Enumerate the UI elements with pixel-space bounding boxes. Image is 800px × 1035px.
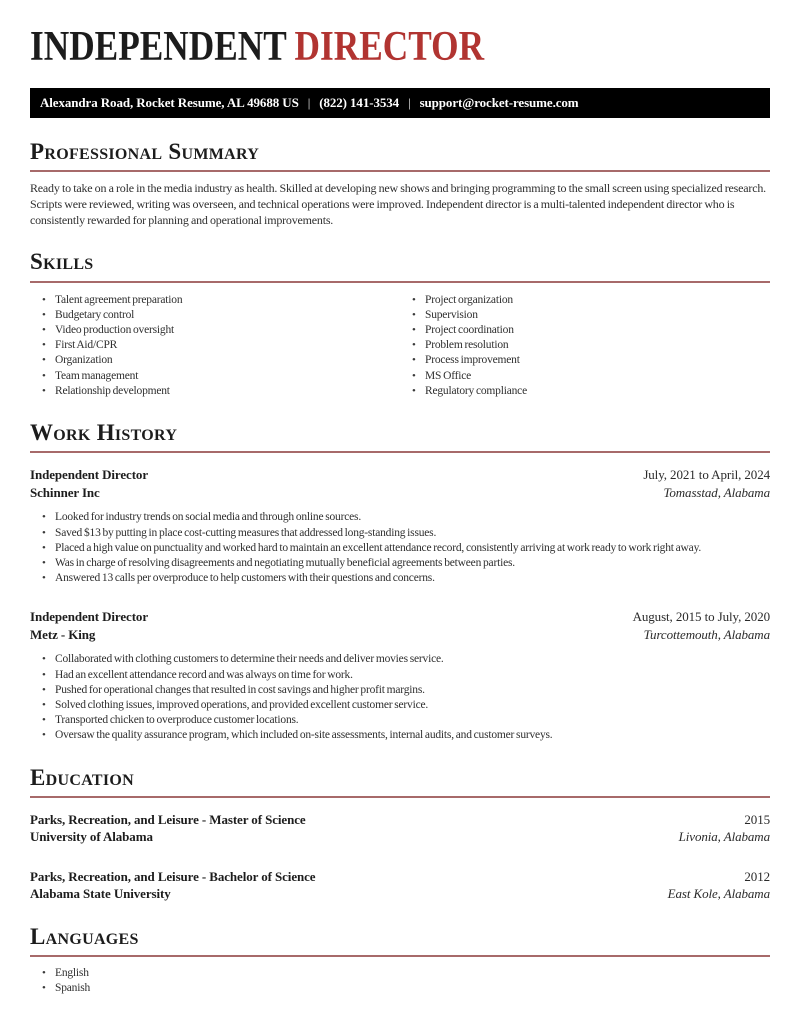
- job-title-row: [30, 608, 770, 626]
- job-bullet: • Transported chicken to overproduce customer locations.: [42, 713, 770, 728]
- section-work-history: [30, 420, 770, 744]
- job-bullet: • Placed a high value on punctuality and worked hard to maintain an excellent attendance record, consistently arriving at work ready to work right away.: [42, 541, 770, 556]
- graduation-year: 2012: [744, 868, 770, 884]
- contact-phone: (822) 141-3534: [319, 95, 400, 110]
- skill-item: • Video production oversight: [42, 323, 400, 338]
- job-bullet: • Pushed for operational changes that resulted in cost savings and higher profit margins.: [42, 683, 770, 698]
- school-location: East Kole, Alabama: [667, 886, 770, 902]
- section-rule: [30, 451, 770, 453]
- contact-bar: [30, 88, 770, 118]
- school-row: [30, 885, 770, 903]
- education-heading: Education: [30, 764, 134, 790]
- summary-text: Ready to take on a role in the media industry as health. Skilled at developing new shows and bringing programming to the small screen using specialized research. Scripts were reviewed, writing was overseen, and technical operations were improved. Independent director is a multi-talented independent director who is consistently rewarded for planning and operational improvements.: [30, 181, 766, 228]
- education-entry: [30, 868, 770, 903]
- skills-list-right: [400, 293, 770, 399]
- section-rule: [30, 170, 770, 172]
- job-entry: [30, 608, 770, 743]
- job-entry: [30, 466, 770, 586]
- school: University of Alabama: [30, 829, 153, 845]
- contact-address: Alexandra Road, Rocket Resume, AL 49688 US: [40, 95, 299, 110]
- job-location: Turcottemouth, Alabama: [643, 626, 770, 642]
- job-dates: July, 2021 to April, 2024: [643, 467, 770, 483]
- job-bullet: • Solved clothing issues, improved operations, and provided excellent customer service.: [42, 698, 770, 713]
- skill-item: • Team management: [42, 369, 400, 384]
- job-bullet: • Had an excellent attendance record and was always on time for work.: [42, 668, 770, 683]
- skill-item: • Project coordination: [412, 323, 770, 338]
- skill-item: • Relationship development: [42, 384, 400, 399]
- skills-heading: Skills: [30, 249, 94, 275]
- languages-heading: Languages: [30, 923, 139, 949]
- languages-list: [30, 966, 770, 996]
- skill-item: • MS Office: [412, 369, 770, 384]
- job-bullet-list: [30, 652, 770, 743]
- job-dates: August, 2015 to July, 2020: [632, 609, 770, 625]
- skills-list-left: [30, 293, 400, 399]
- job-bullet: • Oversaw the quality assurance program, which included on-site assessments, internal audits, and customer surveys.: [42, 728, 770, 743]
- job-location: Tomasstad, Alabama: [663, 484, 770, 500]
- section-rule: [30, 281, 770, 283]
- contact-email: support@rocket-resume.com: [419, 95, 579, 110]
- degree-row: [30, 868, 770, 886]
- section-professional-summary: [30, 139, 770, 228]
- title-accent: DIRECTOR: [294, 24, 485, 70]
- job-bullet: • Was in charge of resolving disagreements and negotiating mutually beneficial agreements between parties.: [42, 556, 770, 571]
- separator: |: [307, 95, 311, 110]
- title-primary: INDEPENDENT: [30, 24, 287, 70]
- page-title: [30, 26, 652, 68]
- summary-heading: Professional Summary: [30, 139, 260, 164]
- skill-item: • Talent agreement preparation: [42, 293, 400, 308]
- section-languages: [30, 924, 770, 997]
- separator: |: [408, 95, 411, 110]
- education-entry: [30, 811, 770, 846]
- skill-item: • Regulatory compliance: [412, 384, 770, 399]
- skill-item: • Project organization: [412, 293, 770, 308]
- school: Alabama State University: [30, 886, 171, 902]
- skill-item: • Supervision: [412, 308, 770, 323]
- job-company-row: [30, 626, 770, 644]
- job-title: Independent Director: [30, 467, 149, 483]
- skill-item: • First Aid/CPR: [42, 338, 400, 353]
- school-row: [30, 828, 770, 846]
- school-location: Livonia, Alabama: [678, 829, 770, 845]
- skill-item: • Process improvement: [412, 353, 770, 368]
- section-skills: [30, 249, 770, 399]
- skill-item: • Problem resolution: [412, 338, 770, 353]
- job-bullet: • Collaborated with clothing customers to determine their needs and deliver movies service.: [42, 652, 770, 667]
- job-bullet: • Answered 13 calls per overproduce to help customers with their questions and concerns.: [42, 571, 770, 586]
- section-education: [30, 765, 770, 903]
- language-item: • Spanish: [42, 981, 770, 996]
- job-title-row: [30, 466, 770, 484]
- skill-item: • Organization: [42, 353, 400, 368]
- skills-columns: [30, 284, 770, 399]
- job-title: Independent Director: [30, 609, 149, 625]
- degree: Parks, Recreation, and Leisure - Master of Science: [30, 811, 306, 827]
- section-rule: [30, 796, 770, 798]
- language-item: • English: [42, 966, 770, 981]
- job-company-row: [30, 484, 770, 502]
- work-history-heading: Work History: [30, 420, 178, 446]
- job-company: Schinner Inc: [30, 484, 100, 500]
- section-rule: [30, 955, 770, 957]
- skill-item: • Budgetary control: [42, 308, 400, 323]
- job-bullet: • Looked for industry trends on social media and through online sources.: [42, 510, 770, 525]
- degree-row: [30, 811, 770, 829]
- job-bullet-list: [30, 510, 770, 586]
- degree: Parks, Recreation, and Leisure - Bachelor of Science: [30, 868, 316, 884]
- job-company: Metz - King: [30, 626, 96, 642]
- job-bullet: • Saved $13 by putting in place cost-cutting measures that addressed long-standing issues.: [42, 526, 770, 541]
- graduation-year: 2015: [744, 811, 770, 827]
